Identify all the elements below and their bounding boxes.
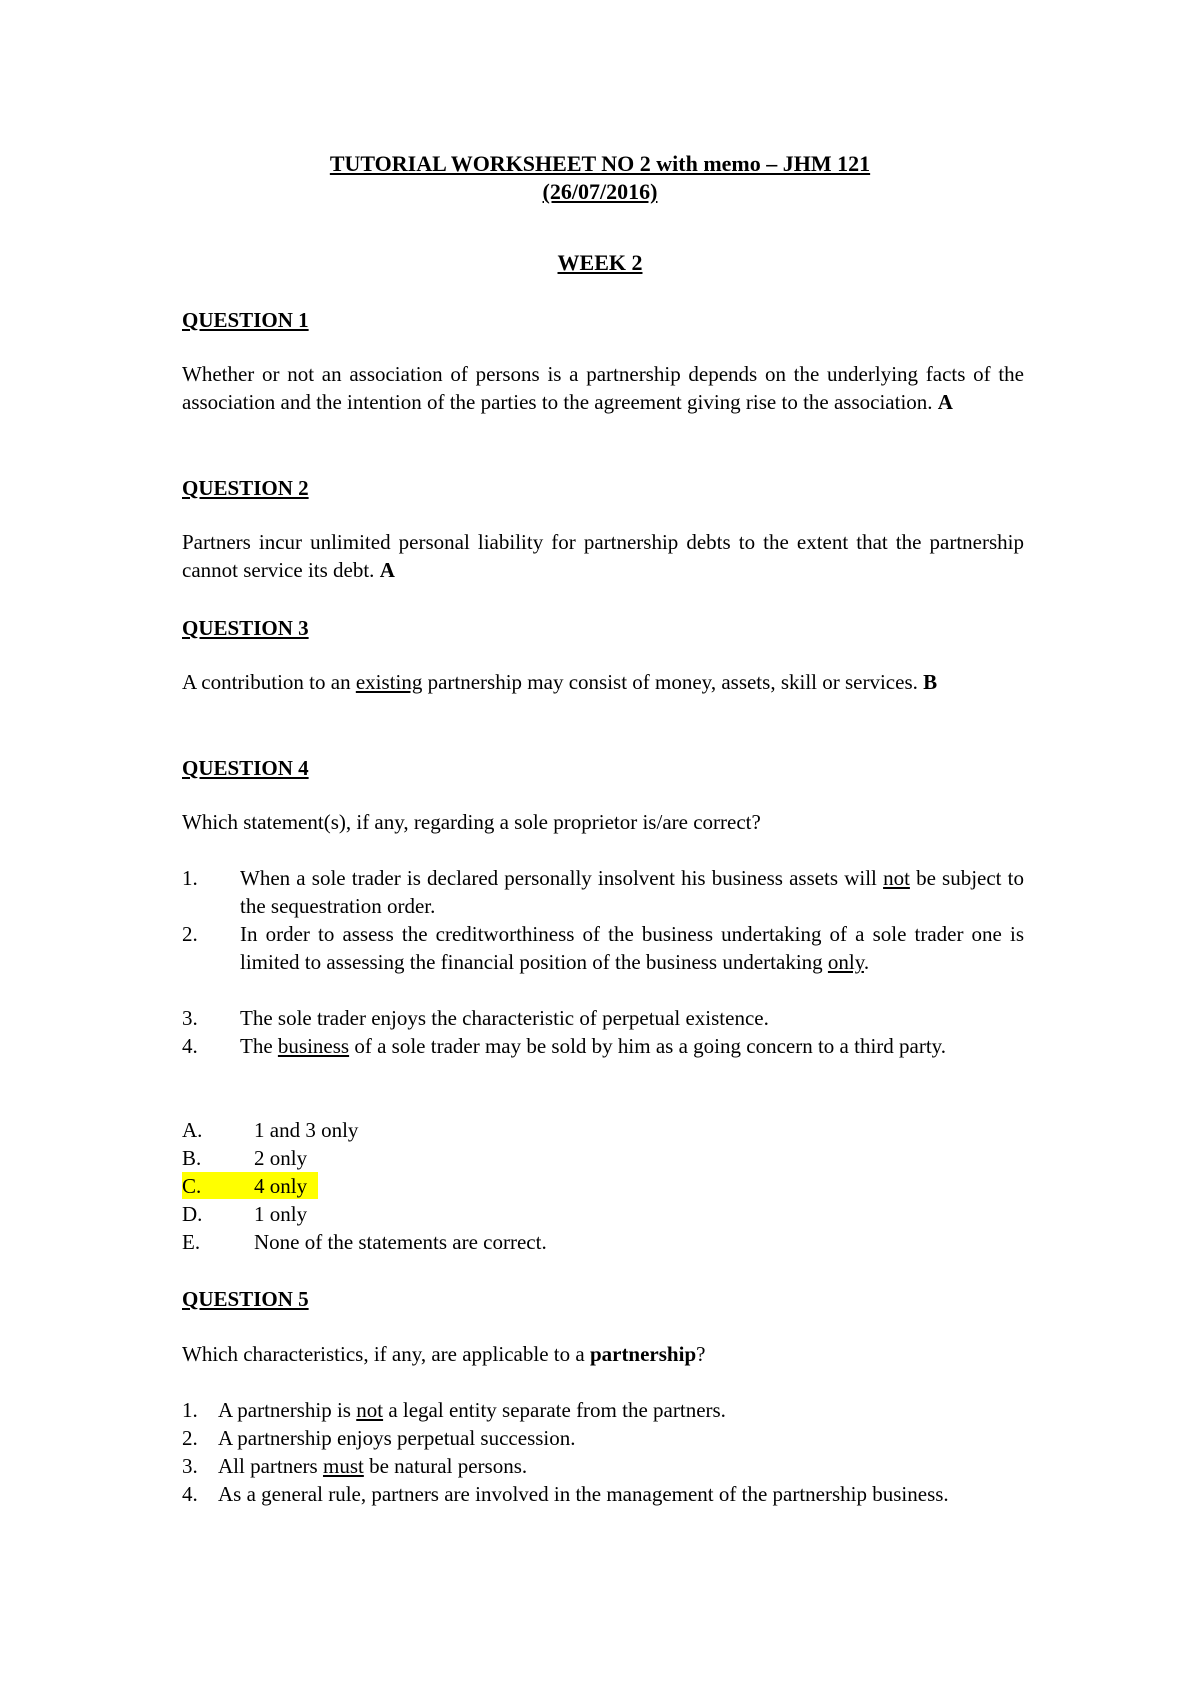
question-3-text-after: partnership may consist of money, assets, skill or services. <box>427 670 918 694</box>
statement-number: 2. <box>182 1426 198 1450</box>
question-3-answer: B <box>923 670 938 694</box>
question-4-statement <box>182 1004 1024 1032</box>
statement-emphasis: not <box>356 1398 384 1422</box>
statement-number: 4. <box>182 1034 198 1058</box>
question-1-answer: A <box>937 390 953 414</box>
statement-emphasis: must <box>322 1454 364 1478</box>
question-3-text <box>182 668 1024 696</box>
option-letter: A. <box>182 1118 203 1142</box>
question-2-answer: A <box>379 558 395 582</box>
question-1-heading: QUESTION 1 <box>182 308 309 332</box>
question-5-statement <box>182 1452 1024 1480</box>
question-2-body: Partners incur unlimited personal liability for partnership debts to the extent that the partnership cannot service its debt. <box>182 530 1024 582</box>
document-date: (26/07/2016) <box>542 179 658 204</box>
statement-text-part: be natural persons. <box>369 1454 528 1478</box>
question-5-statement <box>182 1396 1024 1424</box>
question-4-statement <box>182 920 1024 1004</box>
statement-text-part: be subject to the sequestration order. <box>240 866 1025 918</box>
option-letter: E. <box>182 1230 201 1254</box>
question-3-heading: QUESTION 3 <box>182 616 309 640</box>
option-text: 1 and 3 only <box>254 1118 359 1142</box>
statement-number: 3. <box>182 1006 198 1030</box>
question-5-prompt-end: ? <box>696 1342 706 1366</box>
statement-number: 3. <box>182 1454 198 1478</box>
question-4-statement <box>182 864 1024 920</box>
statement-text-part: of a sole trader may be sold by him as a going concern to a third party. <box>354 1034 947 1058</box>
statement-text-part: In order to assess the creditworthiness of the business undertaking of a sole trader one is limited to assessing the financial position of the business undertaking <box>240 922 1024 974</box>
statement-text-part: . <box>863 950 870 974</box>
option-letter: B. <box>182 1146 202 1170</box>
statement-text: As a general rule, partners are involved in the management of the partnership business. <box>218 1482 949 1506</box>
question-2-text <box>182 528 1024 584</box>
option-text: 4 only <box>254 1174 308 1198</box>
question-5-prompt <box>182 1340 1024 1368</box>
question-2-heading: QUESTION 2 <box>182 476 309 500</box>
document-title: TUTORIAL WORKSHEET NO 2 with memo – JHM 121 <box>329 151 871 176</box>
question-5-prompt-text: Which characteristics, if any, are applicable to a <box>182 1342 585 1366</box>
statement-text <box>240 864 1024 920</box>
statement-number: 1. <box>182 866 198 890</box>
statement-text <box>218 1396 1024 1424</box>
option-letter: D. <box>182 1202 203 1226</box>
statement-number: 1. <box>182 1398 198 1422</box>
statement-text <box>218 1452 1024 1480</box>
question-5-statement <box>182 1424 1024 1452</box>
question-1-text <box>182 360 1024 416</box>
question-5-heading: QUESTION 5 <box>182 1287 309 1311</box>
statement-text: A partnership enjoys perpetual succession. <box>218 1426 576 1450</box>
statement-number: 4. <box>182 1482 198 1506</box>
statement-text-part: All partners <box>218 1454 318 1478</box>
question-4-heading: QUESTION 4 <box>182 756 309 780</box>
week-label: WEEK 2 <box>557 250 643 275</box>
statement-emphasis: not <box>883 866 910 890</box>
statement-text: The sole trader enjoys the characteristic of perpetual existence. <box>240 1006 769 1030</box>
statement-emphasis: only <box>827 950 864 974</box>
question-5-prompt-emphasis: partnership <box>589 1342 697 1366</box>
question-5-statement <box>182 1480 1024 1536</box>
statement-text <box>240 1032 1024 1060</box>
statement-text-part: A partnership is <box>218 1398 351 1422</box>
statement-text-part: The <box>240 1034 273 1058</box>
option-text: 1 only <box>254 1202 308 1226</box>
option-text: None of the statements are correct. <box>254 1230 547 1254</box>
option-text: 2 only <box>254 1146 308 1170</box>
question-1-body: Whether or not an association of persons is a partnership depends on the underlying facts of the association and the intention of the parties to the agreement giving rise to the association. <box>182 362 1024 414</box>
question-4-prompt: Which statement(s), if any, regarding a sole proprietor is/are correct? <box>182 810 761 834</box>
question-4-statement <box>182 1032 1024 1088</box>
question-3-text-before: A contribution to an <box>182 670 351 694</box>
option-letter: C. <box>182 1174 202 1198</box>
statement-text-part: When a sole trader is declared personally insolvent his business assets will <box>240 866 877 890</box>
statement-text <box>240 920 1024 976</box>
statement-number: 2. <box>182 922 198 946</box>
statement-text-part: a legal entity separate from the partners. <box>388 1398 726 1422</box>
statement-emphasis: business <box>277 1034 350 1058</box>
question-3-emphasis: existing <box>355 670 423 694</box>
